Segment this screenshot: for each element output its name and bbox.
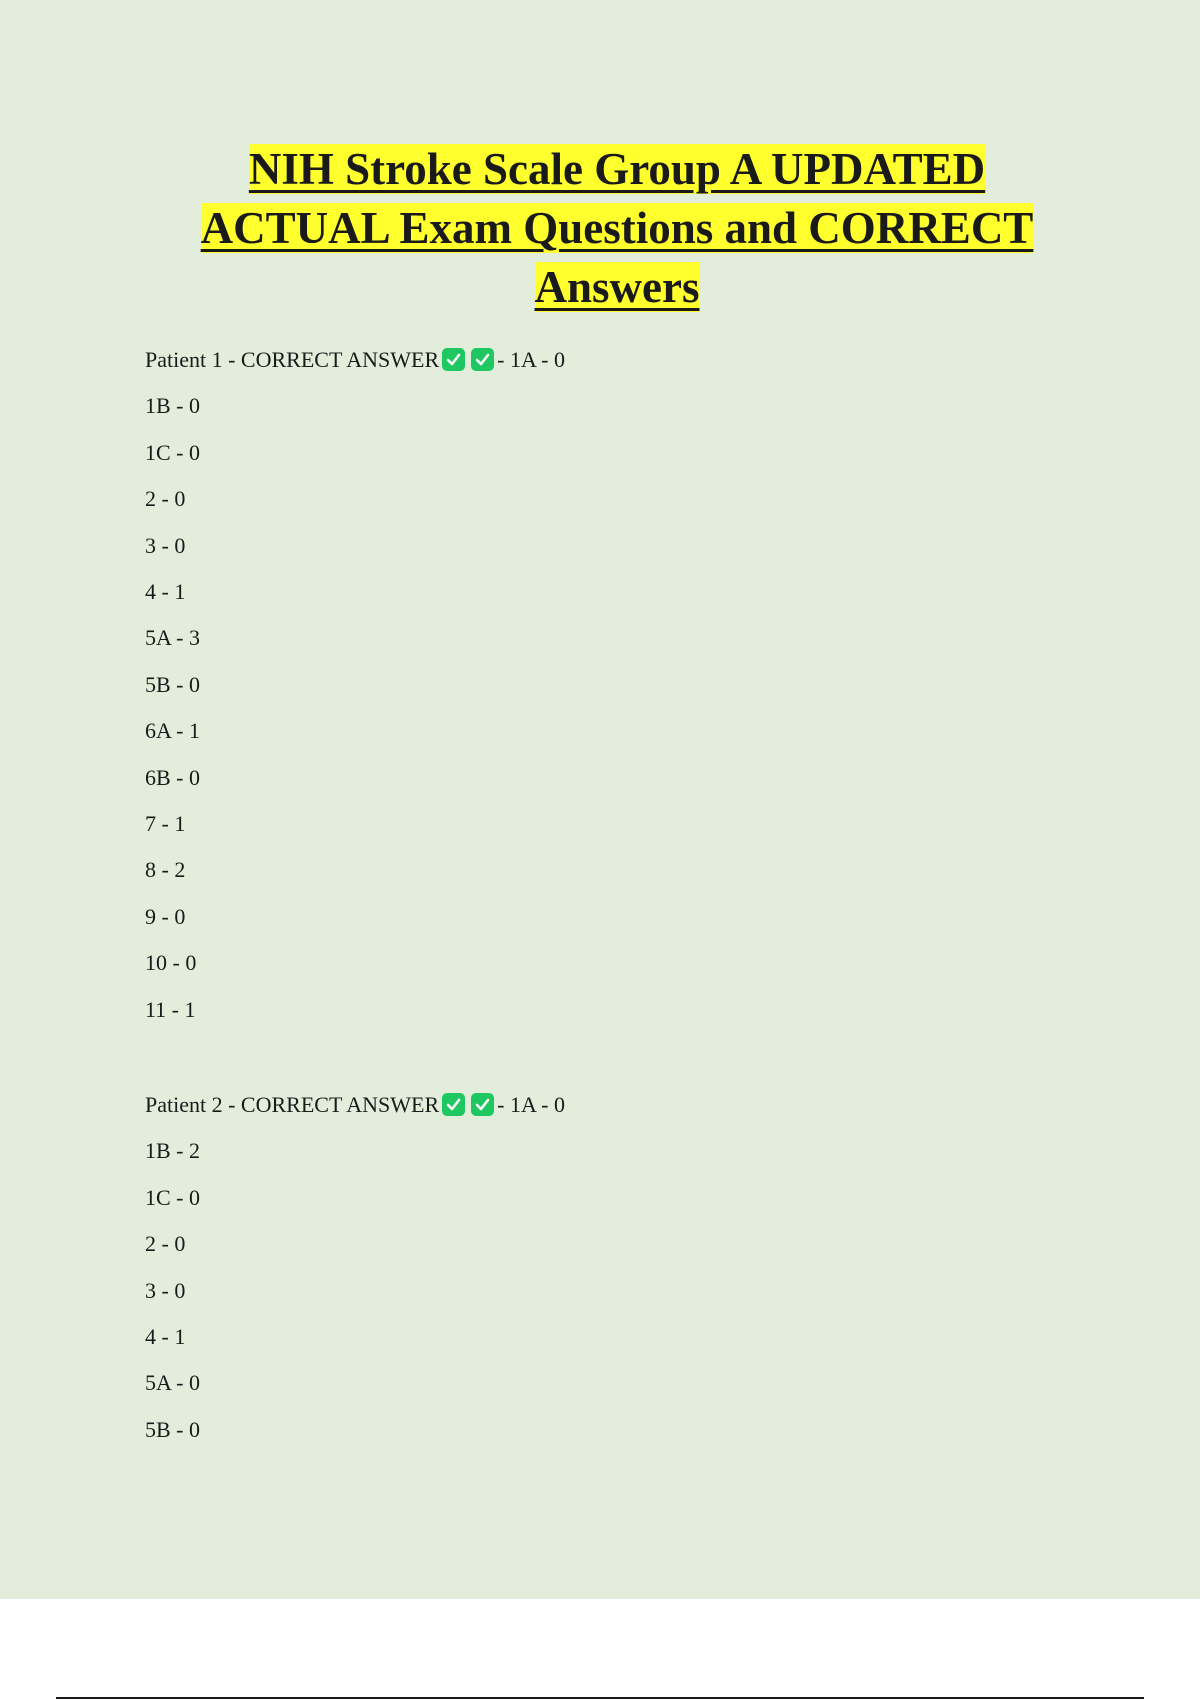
answer-item: 5B - 0 bbox=[145, 1417, 200, 1442]
answer-item: 5A - 0 bbox=[145, 1370, 200, 1395]
patient-header-label: Patient 2 - CORRECT ANSWER bbox=[145, 1092, 440, 1117]
answer-item: 6A - 1 bbox=[145, 718, 200, 743]
check-mark-icon bbox=[471, 1093, 494, 1116]
answer-item: 5A - 3 bbox=[145, 625, 200, 650]
answer-item: 1B - 2 bbox=[145, 1138, 200, 1163]
title-line-1: NIH Stroke Scale Group A UPDATED bbox=[248, 144, 986, 194]
answer-item: 2 - 0 bbox=[145, 1231, 186, 1256]
answer-item: 4 - 1 bbox=[145, 1324, 186, 1349]
patient-header bbox=[145, 347, 565, 373]
patient-header-first-answer: - 1A - 0 bbox=[497, 347, 565, 372]
answer-item: 8 - 2 bbox=[145, 857, 186, 882]
title-line-3: Answers bbox=[534, 262, 700, 312]
answer-item: 2 - 0 bbox=[145, 486, 186, 511]
check-mark-icon bbox=[442, 1093, 465, 1116]
answer-item: 3 - 0 bbox=[145, 1278, 186, 1303]
footer-divider bbox=[56, 1697, 1144, 1699]
answer-item: 1B - 0 bbox=[145, 393, 200, 418]
check-mark-icon bbox=[471, 348, 494, 371]
answer-item: 10 - 0 bbox=[145, 950, 197, 975]
answer-item: 9 - 0 bbox=[145, 904, 186, 929]
answer-item: 7 - 1 bbox=[145, 811, 186, 836]
title-line-2: ACTUAL Exam Questions and CORRECT bbox=[200, 203, 1034, 253]
document-title bbox=[110, 140, 1124, 317]
answer-item: 1C - 0 bbox=[145, 1185, 200, 1210]
patient-header-label: Patient 1 - CORRECT ANSWER bbox=[145, 347, 440, 372]
patient-header-first-answer: - 1A - 0 bbox=[497, 1092, 565, 1117]
check-mark-icon bbox=[442, 348, 465, 371]
patient-header bbox=[145, 1092, 565, 1118]
answer-item: 1C - 0 bbox=[145, 440, 200, 465]
answer-item: 3 - 0 bbox=[145, 533, 186, 558]
answer-item: 5B - 0 bbox=[145, 672, 200, 697]
answer-item: 4 - 1 bbox=[145, 579, 186, 604]
answer-item: 6B - 0 bbox=[145, 765, 200, 790]
answer-item: 11 - 1 bbox=[145, 997, 196, 1022]
